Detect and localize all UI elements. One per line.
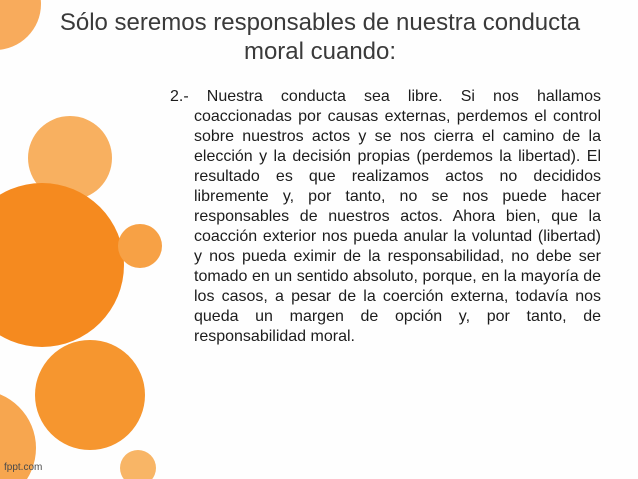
deco-circle-bottom-small bbox=[120, 450, 156, 479]
fppt-logo[interactable]: fppt.com bbox=[4, 462, 43, 473]
deco-circle-middle-left bbox=[0, 183, 124, 347]
body-paragraph: 2.- Nuestra conducta sea libre. Si nos hallamos coaccionadas por causas externas, perdemos el control sobre nuestros actos y se nos cierra el camino de la elección y la decisión propias (perdemos la libertad). El resultado es que realizamos actos no decididos libremente y, por tanto, no se nos puede hacer responsables de nuestros actos. Ahora bien, que la coacción exterior nos pueda anular la voluntad (libertad) y nos pueda eximir de la responsabilidad, no debe ser tomado en un sentido absoluto, porque, en la mayoría de los casos, a pesar de la coerción externa, todavía nos queda un margen de opción y, por tanto, de responsabilidad moral. bbox=[170, 88, 601, 345]
deco-circle-top-left bbox=[0, 0, 41, 50]
slide-title: Sólo seremos responsables de nuestra conducta moral cuando: bbox=[59, 9, 581, 65]
deco-circle-lower-left bbox=[35, 340, 145, 450]
deco-circle-small-center bbox=[118, 224, 162, 268]
slide-body bbox=[170, 87, 601, 347]
